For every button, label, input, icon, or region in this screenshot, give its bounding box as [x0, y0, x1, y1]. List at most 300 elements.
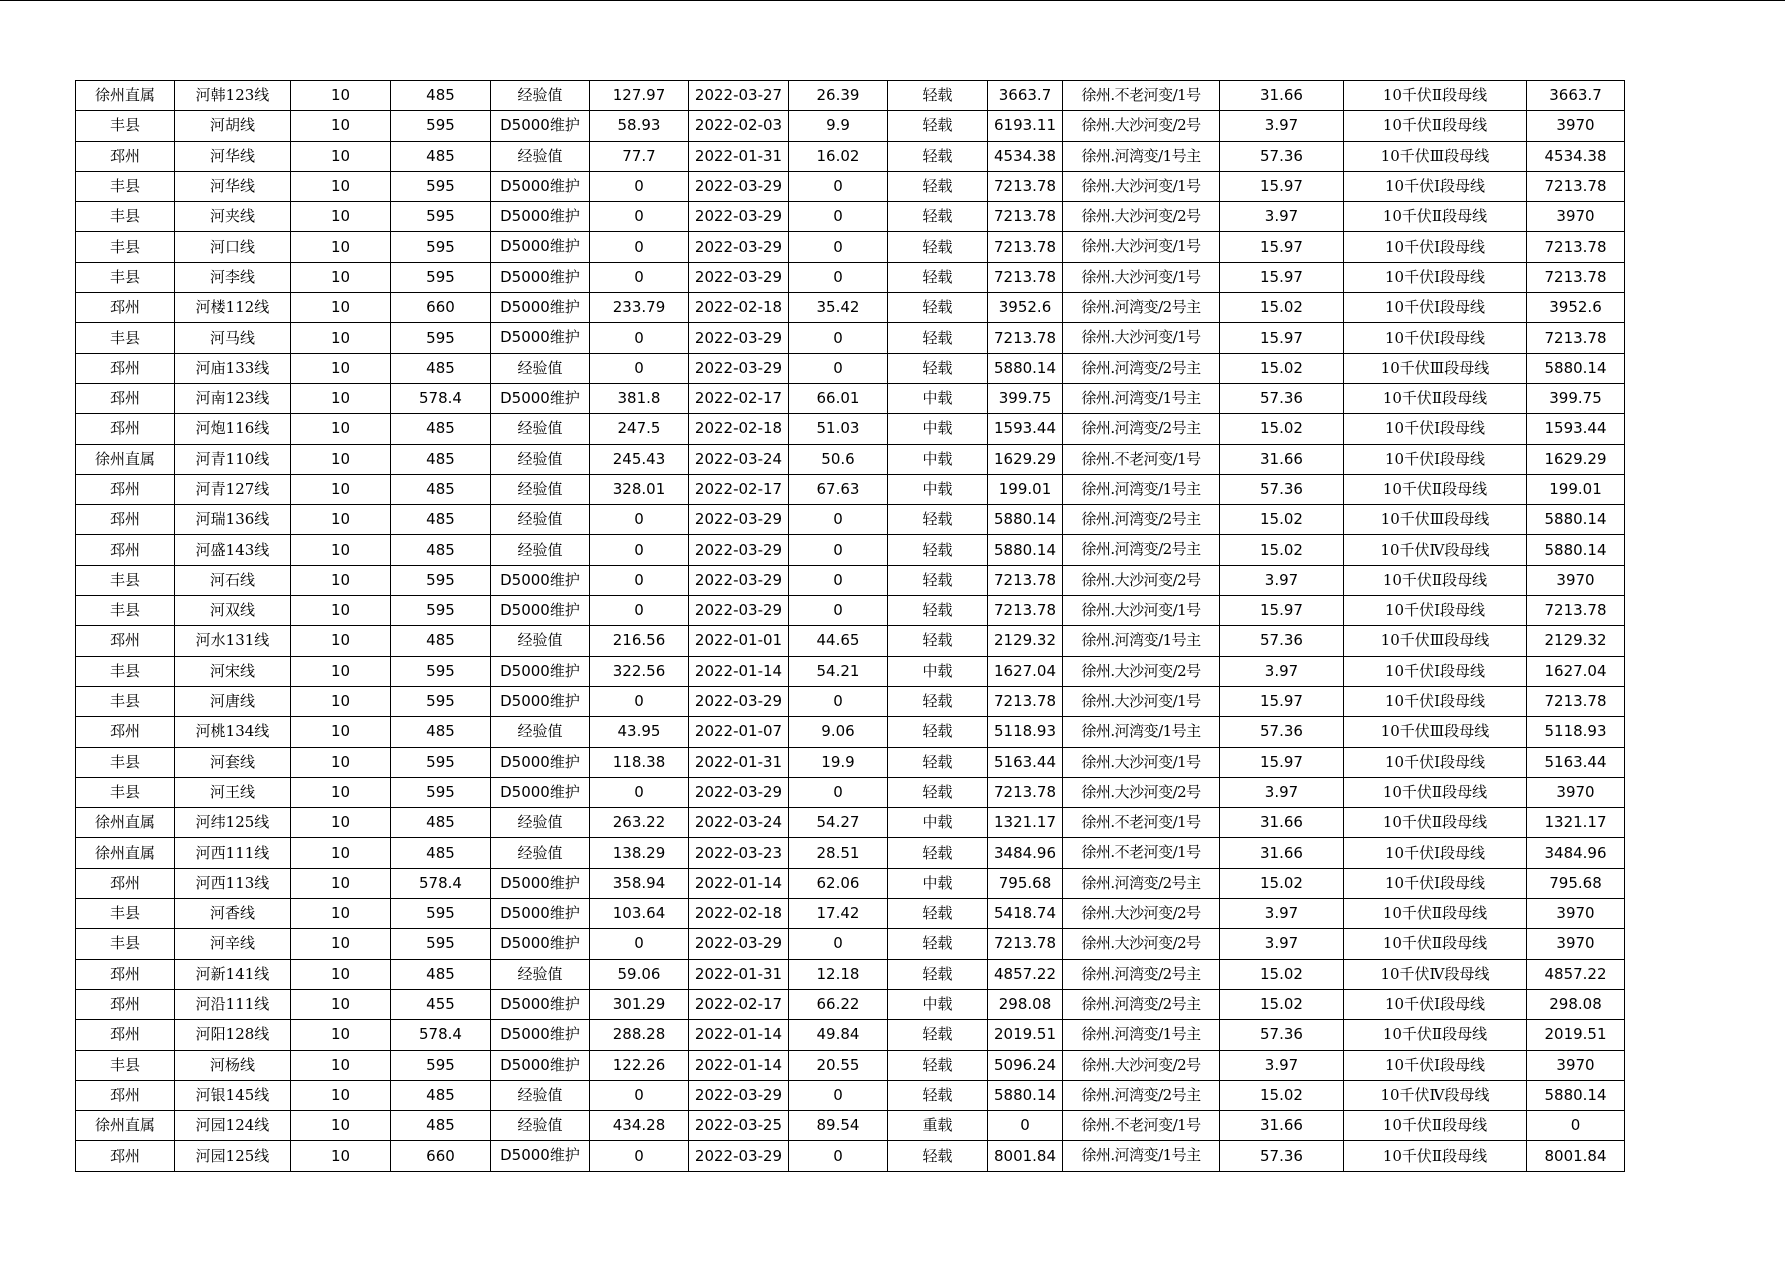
- load-level-cell: 轻载: [888, 686, 988, 716]
- current-cell: 0: [590, 171, 689, 201]
- current-cell: 245.43: [590, 444, 689, 474]
- capacity-cell: 595: [391, 899, 491, 929]
- voltage-cell: 10: [291, 293, 391, 323]
- load-rate-cell: 9.9: [789, 111, 888, 141]
- line-name-cell: 河园124线: [175, 1111, 291, 1141]
- feeder-load-table: [75, 80, 1625, 1172]
- available-cell: 7213.78: [1527, 686, 1625, 716]
- source-type-cell: D5000维护: [491, 202, 590, 232]
- line-name-cell: 河口线: [175, 232, 291, 262]
- capacity-cell: 595: [391, 111, 491, 141]
- line-name-cell: 河王线: [175, 777, 291, 807]
- date-cell: 2022-03-29: [689, 323, 789, 353]
- source-type-cell: D5000维护: [491, 1050, 590, 1080]
- date-cell: 2022-02-18: [689, 293, 789, 323]
- available-cell: 298.08: [1527, 989, 1625, 1019]
- margin-cell: 298.08: [988, 989, 1063, 1019]
- table-row: [76, 414, 1625, 444]
- current-cell: 322.56: [590, 656, 689, 686]
- substation-load-cell: 3.97: [1220, 111, 1344, 141]
- line-name-cell: 河青127线: [175, 474, 291, 504]
- region-cell: 徐州直属: [76, 444, 175, 474]
- line-name-cell: 河瑞136线: [175, 505, 291, 535]
- load-rate-cell: 0: [789, 323, 888, 353]
- bus-section-cell: 10千伏Ⅲ段母线: [1344, 353, 1527, 383]
- available-cell: 199.01: [1527, 474, 1625, 504]
- date-cell: 2022-02-17: [689, 989, 789, 1019]
- current-cell: 0: [590, 232, 689, 262]
- table-row: [76, 959, 1625, 989]
- load-level-cell: 中载: [888, 656, 988, 686]
- current-cell: 0: [590, 929, 689, 959]
- source-type-cell: 经验值: [491, 414, 590, 444]
- substation-cell: 徐州.大沙河变/1号: [1063, 262, 1220, 292]
- substation-cell: 徐州.河湾变/1号主: [1063, 383, 1220, 413]
- margin-cell: 795.68: [988, 868, 1063, 898]
- source-type-cell: D5000维护: [491, 929, 590, 959]
- substation-load-cell: 15.02: [1220, 959, 1344, 989]
- substation-cell: 徐州.不老河变/1号: [1063, 808, 1220, 838]
- margin-cell: 7213.78: [988, 323, 1063, 353]
- load-level-cell: 轻载: [888, 293, 988, 323]
- source-type-cell: 经验值: [491, 959, 590, 989]
- line-name-cell: 河杨线: [175, 1050, 291, 1080]
- available-cell: 2129.32: [1527, 626, 1625, 656]
- capacity-cell: 578.4: [391, 1020, 491, 1050]
- table-row: [76, 626, 1625, 656]
- current-cell: 434.28: [590, 1111, 689, 1141]
- region-cell: 丰县: [76, 929, 175, 959]
- region-cell: 丰县: [76, 111, 175, 141]
- capacity-cell: 578.4: [391, 868, 491, 898]
- line-name-cell: 河华线: [175, 171, 291, 201]
- region-cell: 丰县: [76, 899, 175, 929]
- substation-load-cell: 15.02: [1220, 868, 1344, 898]
- substation-load-cell: 31.66: [1220, 444, 1344, 474]
- margin-cell: 5880.14: [988, 353, 1063, 383]
- current-cell: 103.64: [590, 899, 689, 929]
- region-cell: 邳州: [76, 535, 175, 565]
- current-cell: 301.29: [590, 989, 689, 1019]
- capacity-cell: 578.4: [391, 383, 491, 413]
- source-type-cell: D5000维护: [491, 565, 590, 595]
- load-rate-cell: 0: [789, 596, 888, 626]
- date-cell: 2022-02-17: [689, 383, 789, 413]
- source-type-cell: D5000维护: [491, 323, 590, 353]
- margin-cell: 5418.74: [988, 899, 1063, 929]
- line-name-cell: 河唐线: [175, 686, 291, 716]
- bus-section-cell: 10千伏Ⅰ段母线: [1344, 989, 1527, 1019]
- voltage-cell: 10: [291, 353, 391, 383]
- date-cell: 2022-03-29: [689, 232, 789, 262]
- margin-cell: 3952.6: [988, 293, 1063, 323]
- capacity-cell: 595: [391, 232, 491, 262]
- region-cell: 丰县: [76, 323, 175, 353]
- capacity-cell: 485: [391, 81, 491, 111]
- region-cell: 邳州: [76, 1141, 175, 1171]
- voltage-cell: 10: [291, 929, 391, 959]
- table-row: [76, 1020, 1625, 1050]
- substation-cell: 徐州.河湾变/2号主: [1063, 535, 1220, 565]
- source-type-cell: 经验值: [491, 141, 590, 171]
- load-rate-cell: 54.21: [789, 656, 888, 686]
- table-row: [76, 81, 1625, 111]
- voltage-cell: 10: [291, 777, 391, 807]
- date-cell: 2022-03-29: [689, 1141, 789, 1171]
- table-row: [76, 989, 1625, 1019]
- capacity-cell: 595: [391, 929, 491, 959]
- bus-section-cell: 10千伏Ⅰ段母线: [1344, 444, 1527, 474]
- margin-cell: 2129.32: [988, 626, 1063, 656]
- voltage-cell: 10: [291, 686, 391, 716]
- capacity-cell: 485: [391, 535, 491, 565]
- line-name-cell: 河李线: [175, 262, 291, 292]
- source-type-cell: D5000维护: [491, 293, 590, 323]
- substation-cell: 徐州.河湾变/1号主: [1063, 1020, 1220, 1050]
- table-row: [76, 262, 1625, 292]
- load-level-cell: 轻载: [888, 262, 988, 292]
- date-cell: 2022-01-01: [689, 626, 789, 656]
- current-cell: 43.95: [590, 717, 689, 747]
- capacity-cell: 660: [391, 1141, 491, 1171]
- load-rate-cell: 28.51: [789, 838, 888, 868]
- substation-cell: 徐州.河湾变/2号主: [1063, 959, 1220, 989]
- substation-load-cell: 3.97: [1220, 899, 1344, 929]
- load-level-cell: 轻载: [888, 565, 988, 595]
- load-level-cell: 轻载: [888, 959, 988, 989]
- substation-load-cell: 15.02: [1220, 535, 1344, 565]
- available-cell: 1629.29: [1527, 444, 1625, 474]
- bus-section-cell: 10千伏Ⅰ段母线: [1344, 747, 1527, 777]
- line-name-cell: 河南123线: [175, 383, 291, 413]
- substation-cell: 徐州.大沙河变/1号: [1063, 596, 1220, 626]
- capacity-cell: 485: [391, 444, 491, 474]
- substation-load-cell: 31.66: [1220, 81, 1344, 111]
- voltage-cell: 10: [291, 596, 391, 626]
- line-name-cell: 河桃134线: [175, 717, 291, 747]
- substation-load-cell: 3.97: [1220, 565, 1344, 595]
- region-cell: 徐州直属: [76, 838, 175, 868]
- source-type-cell: 经验值: [491, 808, 590, 838]
- current-cell: 0: [590, 686, 689, 716]
- line-name-cell: 河石线: [175, 565, 291, 595]
- margin-cell: 7213.78: [988, 686, 1063, 716]
- capacity-cell: 485: [391, 626, 491, 656]
- load-level-cell: 中载: [888, 989, 988, 1019]
- line-name-cell: 河华线: [175, 141, 291, 171]
- substation-cell: 徐州.大沙河变/1号: [1063, 232, 1220, 262]
- substation-load-cell: 15.02: [1220, 1080, 1344, 1110]
- bus-section-cell: 10千伏Ⅰ段母线: [1344, 838, 1527, 868]
- date-cell: 2022-03-29: [689, 565, 789, 595]
- voltage-cell: 10: [291, 868, 391, 898]
- voltage-cell: 10: [291, 444, 391, 474]
- load-level-cell: 轻载: [888, 929, 988, 959]
- substation-cell: 徐州.大沙河变/2号: [1063, 656, 1220, 686]
- available-cell: 7213.78: [1527, 262, 1625, 292]
- load-level-cell: 轻载: [888, 1080, 988, 1110]
- table-row: [76, 111, 1625, 141]
- bus-section-cell: 10千伏Ⅰ段母线: [1344, 868, 1527, 898]
- line-name-cell: 河炮116线: [175, 414, 291, 444]
- table-row: [76, 232, 1625, 262]
- available-cell: 5880.14: [1527, 535, 1625, 565]
- source-type-cell: 经验值: [491, 838, 590, 868]
- available-cell: 3970: [1527, 111, 1625, 141]
- capacity-cell: 595: [391, 747, 491, 777]
- date-cell: 2022-03-25: [689, 1111, 789, 1141]
- source-type-cell: 经验值: [491, 626, 590, 656]
- voltage-cell: 10: [291, 838, 391, 868]
- date-cell: 2022-03-29: [689, 202, 789, 232]
- capacity-cell: 660: [391, 293, 491, 323]
- date-cell: 2022-01-14: [689, 868, 789, 898]
- table-row: [76, 929, 1625, 959]
- capacity-cell: 595: [391, 171, 491, 201]
- bus-section-cell: 10千伏Ⅲ段母线: [1344, 141, 1527, 171]
- region-cell: 邳州: [76, 505, 175, 535]
- region-cell: 邳州: [76, 293, 175, 323]
- region-cell: 徐州直属: [76, 1111, 175, 1141]
- voltage-cell: 10: [291, 1111, 391, 1141]
- capacity-cell: 595: [391, 262, 491, 292]
- voltage-cell: 10: [291, 1080, 391, 1110]
- source-type-cell: D5000维护: [491, 596, 590, 626]
- substation-load-cell: 57.36: [1220, 1020, 1344, 1050]
- substation-cell: 徐州.河湾变/2号主: [1063, 989, 1220, 1019]
- date-cell: 2022-03-29: [689, 171, 789, 201]
- bus-section-cell: 10千伏Ⅱ段母线: [1344, 808, 1527, 838]
- source-type-cell: D5000维护: [491, 899, 590, 929]
- voltage-cell: 10: [291, 959, 391, 989]
- date-cell: 2022-01-31: [689, 141, 789, 171]
- available-cell: 4857.22: [1527, 959, 1625, 989]
- available-cell: 3952.6: [1527, 293, 1625, 323]
- load-level-cell: 轻载: [888, 202, 988, 232]
- available-cell: 3484.96: [1527, 838, 1625, 868]
- substation-load-cell: 15.02: [1220, 505, 1344, 535]
- current-cell: 0: [590, 535, 689, 565]
- voltage-cell: 10: [291, 656, 391, 686]
- region-cell: 徐州直属: [76, 81, 175, 111]
- current-cell: 0: [590, 777, 689, 807]
- load-rate-cell: 0: [789, 171, 888, 201]
- table-row: [76, 293, 1625, 323]
- load-level-cell: 轻载: [888, 838, 988, 868]
- source-type-cell: D5000维护: [491, 383, 590, 413]
- source-type-cell: D5000维护: [491, 111, 590, 141]
- bus-section-cell: 10千伏Ⅰ段母线: [1344, 1050, 1527, 1080]
- voltage-cell: 10: [291, 505, 391, 535]
- capacity-cell: 485: [391, 808, 491, 838]
- date-cell: 2022-03-24: [689, 444, 789, 474]
- substation-load-cell: 15.97: [1220, 262, 1344, 292]
- load-level-cell: 轻载: [888, 323, 988, 353]
- available-cell: 7213.78: [1527, 232, 1625, 262]
- region-cell: 邳州: [76, 474, 175, 504]
- source-type-cell: 经验值: [491, 81, 590, 111]
- available-cell: 399.75: [1527, 383, 1625, 413]
- available-cell: 0: [1527, 1111, 1625, 1141]
- margin-cell: 7213.78: [988, 777, 1063, 807]
- line-name-cell: 河西111线: [175, 838, 291, 868]
- load-level-cell: 轻载: [888, 777, 988, 807]
- date-cell: 2022-03-29: [689, 596, 789, 626]
- load-level-cell: 轻载: [888, 81, 988, 111]
- substation-cell: 徐州.大沙河变/1号: [1063, 323, 1220, 353]
- substation-load-cell: 3.97: [1220, 777, 1344, 807]
- load-rate-cell: 19.9: [789, 747, 888, 777]
- voltage-cell: 10: [291, 262, 391, 292]
- margin-cell: 1321.17: [988, 808, 1063, 838]
- margin-cell: 4857.22: [988, 959, 1063, 989]
- region-cell: 徐州直属: [76, 808, 175, 838]
- load-rate-cell: 0: [789, 232, 888, 262]
- substation-cell: 徐州.河湾变/2号主: [1063, 868, 1220, 898]
- load-level-cell: 重载: [888, 1111, 988, 1141]
- source-type-cell: D5000维护: [491, 232, 590, 262]
- voltage-cell: 10: [291, 474, 391, 504]
- bus-section-cell: 10千伏Ⅳ段母线: [1344, 1080, 1527, 1110]
- top-rule: [0, 0, 1785, 1]
- date-cell: 2022-03-23: [689, 838, 789, 868]
- substation-cell: 徐州.河湾变/2号主: [1063, 1080, 1220, 1110]
- source-type-cell: 经验值: [491, 353, 590, 383]
- date-cell: 2022-01-31: [689, 959, 789, 989]
- load-level-cell: 轻载: [888, 1050, 988, 1080]
- load-level-cell: 轻载: [888, 535, 988, 565]
- date-cell: 2022-01-14: [689, 1050, 789, 1080]
- table-row: [76, 1050, 1625, 1080]
- source-type-cell: 经验值: [491, 474, 590, 504]
- load-rate-cell: 0: [789, 929, 888, 959]
- bus-section-cell: 10千伏Ⅱ段母线: [1344, 1020, 1527, 1050]
- margin-cell: 5118.93: [988, 717, 1063, 747]
- load-rate-cell: 66.01: [789, 383, 888, 413]
- load-rate-cell: 9.06: [789, 717, 888, 747]
- capacity-cell: 595: [391, 323, 491, 353]
- substation-cell: 徐州.大沙河变/2号: [1063, 111, 1220, 141]
- line-name-cell: 河阳128线: [175, 1020, 291, 1050]
- capacity-cell: 485: [391, 1111, 491, 1141]
- current-cell: 118.38: [590, 747, 689, 777]
- load-rate-cell: 17.42: [789, 899, 888, 929]
- table-row: [76, 565, 1625, 595]
- load-rate-cell: 0: [789, 505, 888, 535]
- voltage-cell: 10: [291, 535, 391, 565]
- capacity-cell: 485: [391, 474, 491, 504]
- current-cell: 0: [590, 1141, 689, 1171]
- load-level-cell: 轻载: [888, 171, 988, 201]
- source-type-cell: 经验值: [491, 1080, 590, 1110]
- line-name-cell: 河纬125线: [175, 808, 291, 838]
- table-row: [76, 808, 1625, 838]
- bus-section-cell: 10千伏Ⅱ段母线: [1344, 202, 1527, 232]
- bus-section-cell: 10千伏Ⅱ段母线: [1344, 565, 1527, 595]
- date-cell: 2022-03-29: [689, 505, 789, 535]
- available-cell: 795.68: [1527, 868, 1625, 898]
- capacity-cell: 485: [391, 1080, 491, 1110]
- capacity-cell: 485: [391, 505, 491, 535]
- margin-cell: 7213.78: [988, 929, 1063, 959]
- margin-cell: 7213.78: [988, 232, 1063, 262]
- voltage-cell: 10: [291, 1020, 391, 1050]
- bus-section-cell: 10千伏Ⅰ段母线: [1344, 323, 1527, 353]
- table-row: [76, 505, 1625, 535]
- available-cell: 3970: [1527, 202, 1625, 232]
- line-name-cell: 河套线: [175, 747, 291, 777]
- substation-load-cell: 15.97: [1220, 747, 1344, 777]
- date-cell: 2022-03-29: [689, 535, 789, 565]
- table-row: [76, 899, 1625, 929]
- current-cell: 0: [590, 323, 689, 353]
- capacity-cell: 595: [391, 1050, 491, 1080]
- bus-section-cell: 10千伏Ⅳ段母线: [1344, 959, 1527, 989]
- table-row: [76, 171, 1625, 201]
- substation-cell: 徐州.大沙河变/1号: [1063, 171, 1220, 201]
- substation-load-cell: 31.66: [1220, 838, 1344, 868]
- source-type-cell: D5000维护: [491, 1141, 590, 1171]
- voltage-cell: 10: [291, 899, 391, 929]
- table-row: [76, 323, 1625, 353]
- load-rate-cell: 0: [789, 202, 888, 232]
- substation-load-cell: 57.36: [1220, 1141, 1344, 1171]
- voltage-cell: 10: [291, 171, 391, 201]
- load-level-cell: 轻载: [888, 596, 988, 626]
- substation-load-cell: 15.02: [1220, 414, 1344, 444]
- margin-cell: 6193.11: [988, 111, 1063, 141]
- load-rate-cell: 0: [789, 686, 888, 716]
- substation-cell: 徐州.河湾变/2号主: [1063, 353, 1220, 383]
- current-cell: 0: [590, 202, 689, 232]
- table-row: [76, 1141, 1625, 1171]
- region-cell: 丰县: [76, 686, 175, 716]
- load-level-cell: 轻载: [888, 505, 988, 535]
- bus-section-cell: 10千伏Ⅱ段母线: [1344, 1111, 1527, 1141]
- voltage-cell: 10: [291, 747, 391, 777]
- region-cell: 丰县: [76, 262, 175, 292]
- capacity-cell: 595: [391, 777, 491, 807]
- table-row: [76, 686, 1625, 716]
- region-cell: 丰县: [76, 171, 175, 201]
- capacity-cell: 485: [391, 414, 491, 444]
- load-level-cell: 中载: [888, 808, 988, 838]
- region-cell: 邳州: [76, 626, 175, 656]
- load-level-cell: 中载: [888, 444, 988, 474]
- voltage-cell: 10: [291, 111, 391, 141]
- load-level-cell: 轻载: [888, 899, 988, 929]
- load-rate-cell: 35.42: [789, 293, 888, 323]
- bus-section-cell: 10千伏Ⅱ段母线: [1344, 383, 1527, 413]
- region-cell: 邳州: [76, 141, 175, 171]
- capacity-cell: 485: [391, 353, 491, 383]
- bus-section-cell: 10千伏Ⅱ段母线: [1344, 81, 1527, 111]
- line-name-cell: 河园125线: [175, 1141, 291, 1171]
- voltage-cell: 10: [291, 989, 391, 1019]
- capacity-cell: 595: [391, 202, 491, 232]
- line-name-cell: 河胡线: [175, 111, 291, 141]
- date-cell: 2022-01-14: [689, 1020, 789, 1050]
- available-cell: 5880.14: [1527, 353, 1625, 383]
- margin-cell: 3663.7: [988, 81, 1063, 111]
- table-row: [76, 717, 1625, 747]
- region-cell: 邳州: [76, 959, 175, 989]
- source-type-cell: D5000维护: [491, 989, 590, 1019]
- current-cell: 0: [590, 505, 689, 535]
- source-type-cell: 经验值: [491, 444, 590, 474]
- load-rate-cell: 0: [789, 535, 888, 565]
- voltage-cell: 10: [291, 1141, 391, 1171]
